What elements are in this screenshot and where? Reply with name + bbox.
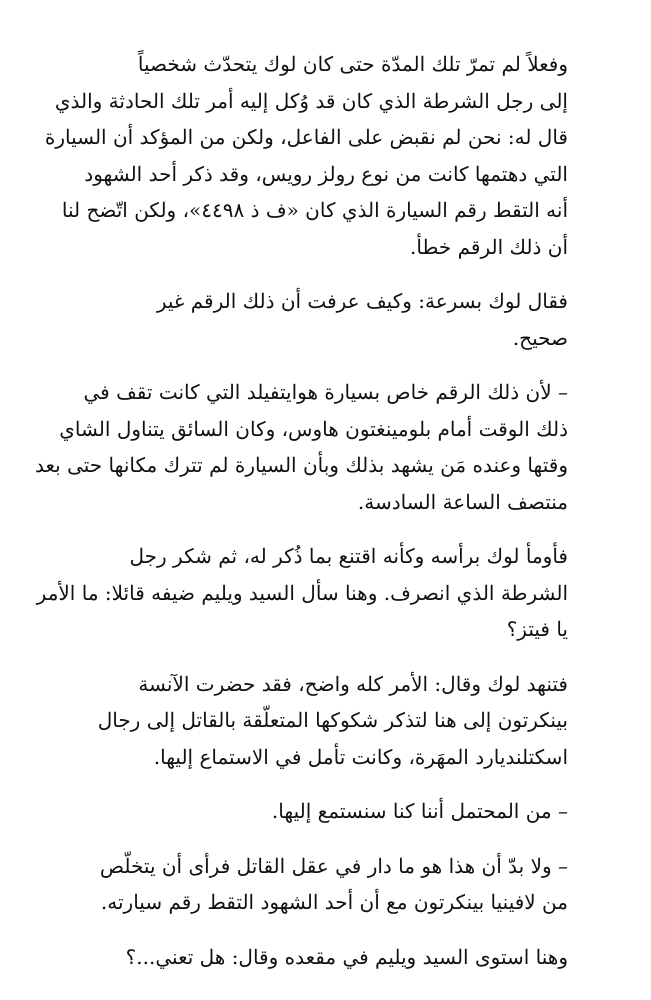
text-line: قال له: نحن لم نقبض على الفاعل، ولكن من المؤكد أن السيارة [44,125,568,149]
paragraph-7 [68,848,592,921]
text-line: فأومأ لوك برأسه وكأنه اقتنع بما ذُكر له، ثم شكر رجل [129,544,568,568]
text-line: – لأن ذلك الرقم خاص بسيارة هوايتفيلد التي كانت تقف في [83,380,568,404]
text-line: الشرطة الذي انصرف. وهنا سأل السيد ويليم ضيفه قائلا: ما الأمر [36,580,568,605]
text-line: – ولا بدّ أن هذا هو ما دار في عقل القاتل فرأى أن يتخلّص [99,853,568,878]
text-line: يا فيتز؟ [506,617,568,641]
paragraph-2 [68,283,592,356]
text-line: وهنا استوى السيد ويليم في مقعده وقال: هل تعني...؟ [125,944,568,969]
text-line: بينكرتون إلى هنا لتذكر شكوكها المتعلّقة بالقاتل إلى رجال [97,708,568,732]
paragraph-8 [68,939,592,976]
text-line: منتصف الساعة السادسة. [357,489,568,514]
text-line: أنه التقط رقم السيارة الذي كان «ف ذ ٤٤٩٨»، ولكن اتّضح لنا [61,198,568,222]
paragraph-5 [68,666,592,776]
paragraph-3 [35,374,592,520]
text-line: – من المحتمل أننا كنا سنستمع إليها. [271,799,568,823]
text-line: فتنهد لوك وقال: الأمر كله واضح، فقد حضرت الآنسة [138,671,568,696]
text-line: وفعلاً لم تمرّ تلك المدّة حتى كان لوك يتحدّث شخصياً [137,52,568,76]
text-line: من لافينيا بينكرتون مع أن أحد الشهود التقط رقم سيارته. [100,890,568,914]
text-line: أن ذلك الرقم خطأ. [410,234,568,259]
paragraph-4 [36,538,592,648]
text-line: التي دهتمها كانت من نوع رولز رويس، وقد ذكر أحد الشهود [84,161,568,186]
paragraph-6 [68,793,592,830]
text-line: فقال لوك بسرعة: وكيف عرفت أن ذلك الرقم غير [156,289,568,313]
text-line: ذلك الوقت أمام بلومينغتون هاوس، وكان السائق يتناول الشاي [59,416,568,441]
text-line: صحيح. [512,325,568,350]
text-line: اسكتلنديارد المهَرة، وكانت تأمل في الاستماع إليها. [153,744,568,769]
book-page [35,46,592,993]
text-line: وقتها وعنده مَن يشهد بذلك وبأن السيارة لم تترك مكانها حتى بعد [35,453,568,477]
paragraph-1 [44,46,592,265]
text-line: إلى رجل الشرطة الذي كان قد وُكل إليه أمر تلك الحادثة والذي [54,88,568,113]
